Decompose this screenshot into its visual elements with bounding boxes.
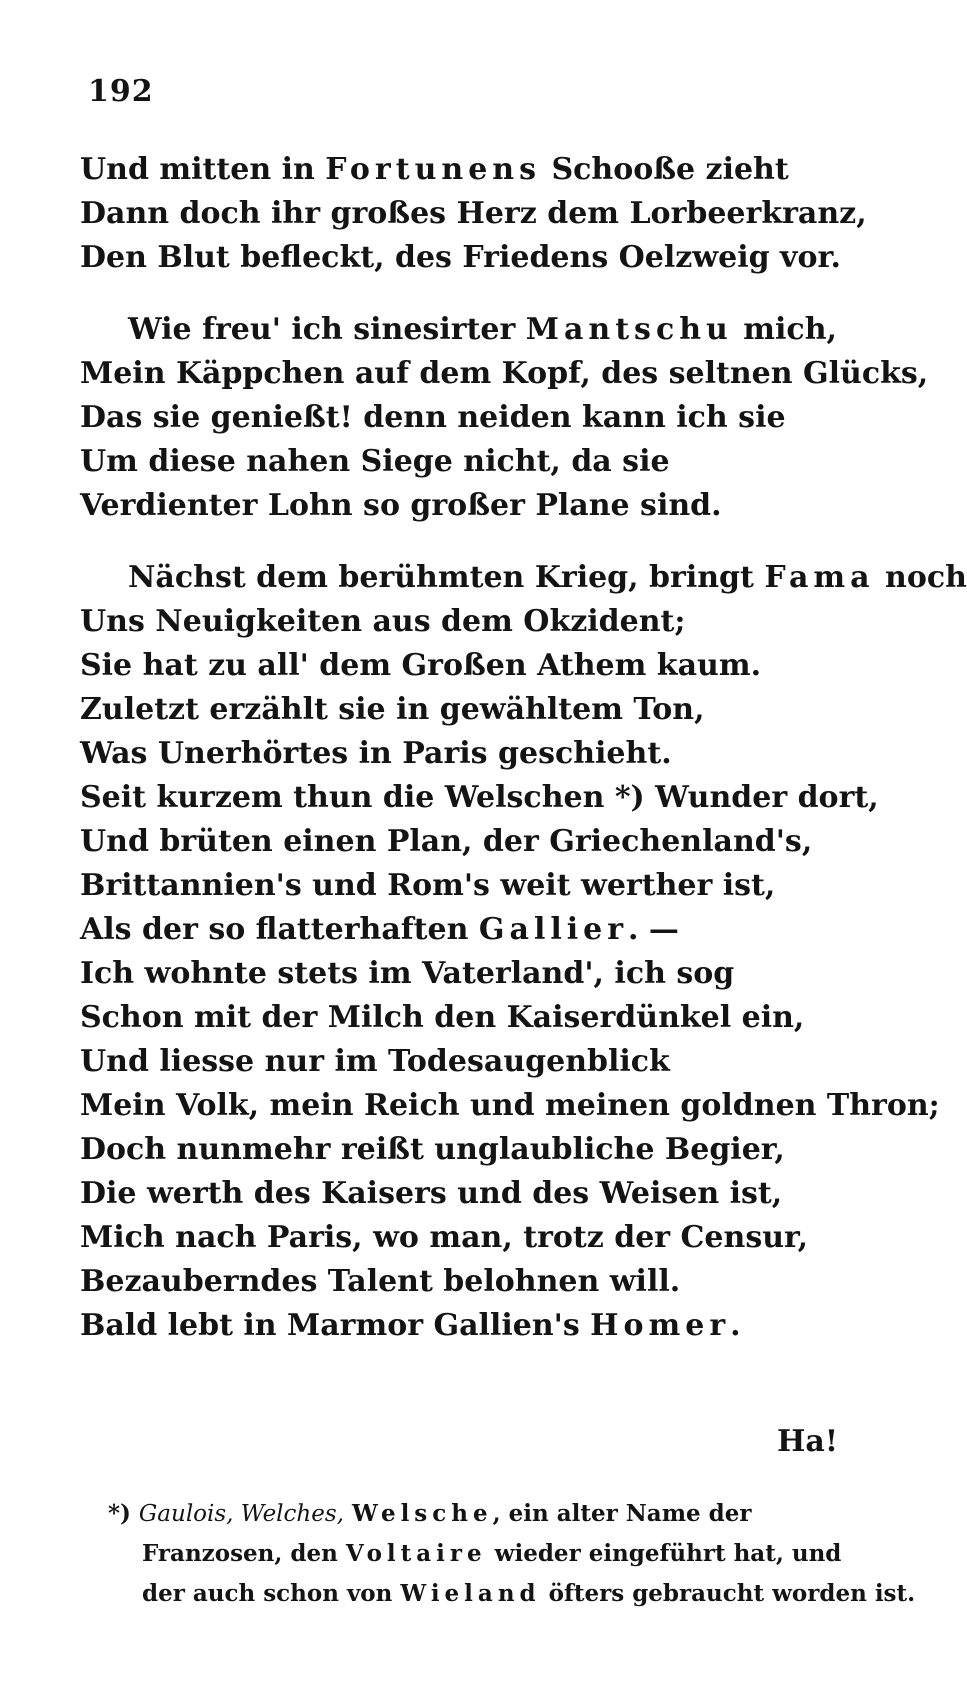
text-segment: wieder eingeführt hat, und [486, 1540, 842, 1567]
poem-line [80, 1172, 840, 1216]
poem-line [80, 308, 840, 352]
text-segment: Verdienter Lohn so großer Plane sind. [80, 488, 722, 523]
poem-line [80, 864, 840, 908]
text-segment: öfters gebraucht worden ist. [540, 1580, 916, 1607]
poem-line [80, 440, 840, 484]
text-segment: Was Unerhörtes in Paris geschieht. [80, 736, 672, 771]
poem-line [80, 192, 867, 236]
stanza-break [80, 280, 840, 308]
poem-line [80, 644, 840, 688]
poem-line [80, 1084, 940, 1128]
poem-line [80, 600, 840, 644]
poem-text [80, 148, 967, 1348]
poem-line [80, 820, 840, 864]
text-segment: Wie freu' ich sinesirter [128, 312, 526, 347]
footnote-line [108, 1494, 838, 1534]
poem-line [80, 952, 840, 996]
poem-line [80, 1128, 840, 1172]
text-segment: Bezauberndes Talent belohnen will. [80, 1264, 681, 1299]
spaced-name: Mantschu [525, 312, 733, 347]
text-segment: Doch nunmehr reißt unglaubliche Begier, [80, 1132, 785, 1167]
text-segment: Bald lebt in Marmor Gallien's [80, 1308, 591, 1343]
poem-line [80, 236, 840, 280]
poem-line [80, 148, 840, 192]
text-segment: Sie hat zu all' dem Großen Athem kaum. [80, 648, 762, 683]
poem-line [80, 1216, 840, 1260]
text-segment: Uns Neuigkeiten aus dem Okzident; [80, 604, 686, 639]
text-segment: Schooße zieht [541, 152, 789, 187]
footnote-line [108, 1574, 916, 1614]
poem-line [80, 556, 967, 600]
text-segment: Und liesse nur im Todesaugenblick [80, 1044, 670, 1079]
spaced-name: Homer [590, 1308, 731, 1343]
poem-line [80, 996, 840, 1040]
text-segment: Als der so flatterhaften [80, 912, 479, 947]
text-segment: Brittannien's und Rom's weit werther ist, [80, 868, 776, 903]
text-segment: noch [874, 560, 967, 595]
poem-line [80, 908, 840, 952]
text-segment: Gaulois, Welches, [138, 1501, 344, 1527]
text-segment: . [730, 1308, 741, 1343]
text-segment [344, 1500, 352, 1527]
poem-line [80, 352, 929, 396]
text-segment: , ein alter Name der [492, 1500, 752, 1527]
page-number: 192 [88, 74, 154, 109]
poem-line [80, 732, 840, 776]
text-segment: Den Blut befleckt, des Friedens Oelzweig vor. [80, 240, 841, 275]
text-segment: Um diese nahen Siege nicht, da sie [80, 444, 670, 479]
text-segment: mich, [732, 312, 837, 347]
text-segment: Ich wohnte stets im Vaterland', ich sog [80, 956, 735, 991]
poem-line [80, 484, 840, 528]
text-segment: Und brüten einen Plan, der Griechenland's, [80, 824, 813, 859]
text-segment: *) [108, 1500, 139, 1527]
spaced-name: Wieland [400, 1580, 541, 1607]
text-segment: Mich nach Paris, wo man, trotz der Censur, [80, 1220, 809, 1255]
spaced-name: Gallier [478, 912, 629, 947]
text-segment: Schon mit der Milch den Kaiserdünkel ein, [80, 1000, 805, 1035]
text-segment: Franzosen, den [142, 1540, 346, 1567]
poem-line [80, 688, 840, 732]
poem-line [80, 396, 840, 440]
footnote [108, 1494, 916, 1614]
poem-line [80, 776, 879, 820]
spaced-name: Welsche [351, 1500, 493, 1527]
text-segment: Dann doch ihr großes Herz dem Lorbeerkranz, [80, 196, 867, 231]
text-segment: Mein Volk, mein Reich und meinen goldnen Thron; [80, 1088, 940, 1123]
poem-line [80, 1260, 840, 1304]
text-segment: Zuletzt erzählt sie in gewähltem Ton, [80, 692, 705, 727]
text-segment: Und mitten in [80, 152, 326, 187]
text-segment: Das sie genießt! denn neiden kann ich sie [80, 400, 786, 435]
text-segment: . — [628, 912, 679, 947]
stanza-break [80, 528, 840, 556]
text-segment: Mein Käppchen auf dem Kopf, des seltnen Glücks, [80, 356, 929, 391]
spaced-name: Fortunens [325, 152, 541, 187]
spaced-name: Voltaire [345, 1540, 487, 1567]
text-segment: Nächst dem berühmten Krieg, bringt [128, 560, 765, 595]
text-segment: Seit kurzem thun die Welschen *) Wunder dort, [80, 780, 879, 815]
poem-line [80, 1304, 840, 1348]
poem-line [80, 1040, 840, 1084]
spaced-name: Fama [764, 560, 875, 595]
text-segment: der auch schon von [142, 1580, 401, 1607]
text-segment: Die werth des Kaisers und des Weisen ist, [80, 1176, 783, 1211]
catchword: Ha! [777, 1424, 838, 1459]
footnote-line [108, 1534, 842, 1574]
